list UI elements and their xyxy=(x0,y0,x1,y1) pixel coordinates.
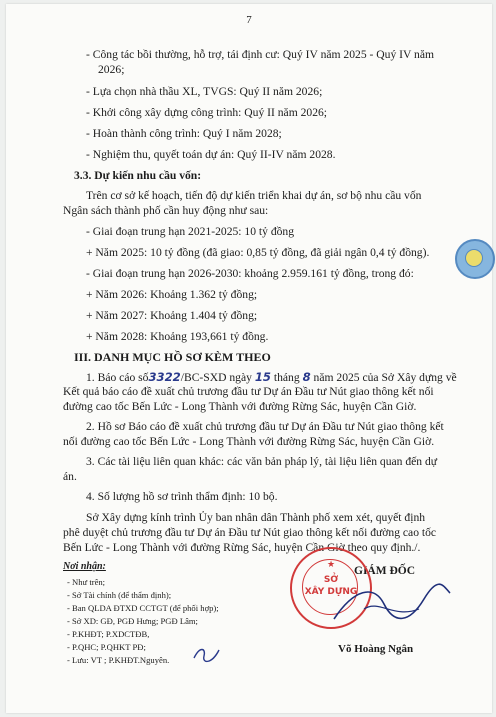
official-stamp-icon: ★ SỞ XÂY DỰNG xyxy=(290,547,372,629)
capital-item: + Năm 2027: Khoảng 1.404 tỷ đồng; xyxy=(86,309,258,322)
doc-item-1-line-3: đường cao tốc Bến Lức - Long Thành với đường Rừng Sác, huyện Cần Giờ. xyxy=(63,400,417,413)
capital-intro: Ngân sách thành phố cần huy động như sau: xyxy=(63,204,269,217)
doc-item-2-line-1: 2. Hồ sơ Báo cáo đề xuất chủ trương đầu tư Dự án Đầu tư Nút giao thông kết xyxy=(86,420,444,433)
recipient-item: - Ban QLDA ĐTXD CCTGT (để phối hợp); xyxy=(67,603,219,613)
doc-item-3-line-1: 3. Các tài liệu liên quan khác: các văn bản pháp lý, tài liệu liên quan đến dự xyxy=(86,455,438,468)
seal-logo-icon xyxy=(455,239,495,279)
page-number: 7 xyxy=(246,14,252,26)
closing-text: Sở Xây dựng kính trình Ủy ban nhân dân Thành phố xem xét, quyết định xyxy=(86,511,426,524)
schedule-item: - Nghiệm thu, quyết toán dự án: Quý II-IV năm 2028. xyxy=(86,148,336,161)
capital-item: - Giai đoạn trung hạn 2026-2030: khoảng 2.959.161 tỷ đồng, trong đó: xyxy=(86,267,414,280)
schedule-item: 2026; xyxy=(98,63,125,76)
signer-name: Võ Hoàng Ngân xyxy=(338,643,414,655)
recipient-item: - Sở XD: GĐ, PGĐ Hưng; PGĐ Lâm; xyxy=(67,616,198,626)
section-heading-iii: III. DANH MỤC HỒ SƠ KÈM THEO xyxy=(74,350,271,364)
capital-item: + Năm 2028: Khoảng 193,661 tỷ đồng. xyxy=(86,330,269,343)
doc-item-4: 4. Số lượng hồ sơ trình thẩm định: 10 bộ. xyxy=(86,490,278,503)
handwritten-day: 15 xyxy=(254,370,271,384)
capital-item: + Năm 2026: Khoảng 1.362 tỷ đồng; xyxy=(86,288,258,301)
schedule-item: - Khởi công xây dựng công trình: Quý II năm 2026; xyxy=(86,106,328,119)
recipients-title: Nơi nhận: xyxy=(63,561,106,572)
schedule-item: - Lựa chọn nhà thầu XL, TVGS: Quý II năm 2026; xyxy=(86,85,323,98)
doc-item-2-line-2: nối đường cao tốc Bến Lức - Long Thành với đường Rừng Sác, huyện Cần Giờ. xyxy=(63,435,435,448)
recipient-item: - Lưu: VT ; P.KHĐT.Nguyên. xyxy=(67,655,170,665)
doc-item-1-line-2: Kết quả báo cáo đề xuất chủ trương đầu tư Dự án Đầu tư Nút giao thông kết nối xyxy=(63,385,434,398)
recipient-item: - Sở Tài chính (để thẩm định); xyxy=(67,590,172,600)
document-page xyxy=(6,4,492,713)
handwritten-number: 3322 xyxy=(148,370,181,384)
recipient-item: - P.KHĐT; P.XDCTĐB, xyxy=(67,629,150,639)
initials-scribble-icon xyxy=(192,644,222,666)
signer-title: GIÁM ĐỐC xyxy=(354,565,416,577)
section-heading-3-3: 3.3. Dự kiến nhu cầu vốn: xyxy=(74,169,202,182)
capital-item: - Giai đoạn trung hạn 2021-2025: 10 tỷ đồng xyxy=(86,225,295,238)
signature-icon xyxy=(324,579,454,634)
capital-intro: Trên cơ sở kế hoạch, tiến độ dự kiến triển khai dự án, sơ bộ nhu cầu vốn xyxy=(86,189,422,202)
closing-text: phê duyệt chủ trương đầu tư Dự án Đầu tư Nút giao thông kết nối đường cao tốc xyxy=(63,526,437,539)
schedule-item: - Công tác bồi thường, hỗ trợ, tái định cư: Quý IV năm 2025 - Quý IV năm xyxy=(86,48,435,61)
schedule-item: - Hoàn thành công trình: Quý I năm 2028; xyxy=(86,127,282,140)
handwritten-month: 8 xyxy=(302,370,311,384)
capital-item: + Năm 2025: 10 tỷ đồng (đã giao: 0,85 tỷ đồng, đã giải ngân 0,4 tỷ đồng). xyxy=(86,246,430,259)
recipient-item: - Như trên; xyxy=(67,577,106,587)
closing-text: Bến Lức - Long Thành với đường Rừng Sác, huyện Cần Giờ theo quy định./. xyxy=(63,541,421,554)
doc-item-3-line-2: án. xyxy=(63,470,77,483)
doc-item-1-line-1: 1. Báo cáo số3322/BC-SXD ngày 15 tháng 8 năm 2025 của Sở Xây dựng về xyxy=(86,370,457,384)
recipient-item: - P.QHC; P.QHKT PĐ; xyxy=(67,642,146,652)
